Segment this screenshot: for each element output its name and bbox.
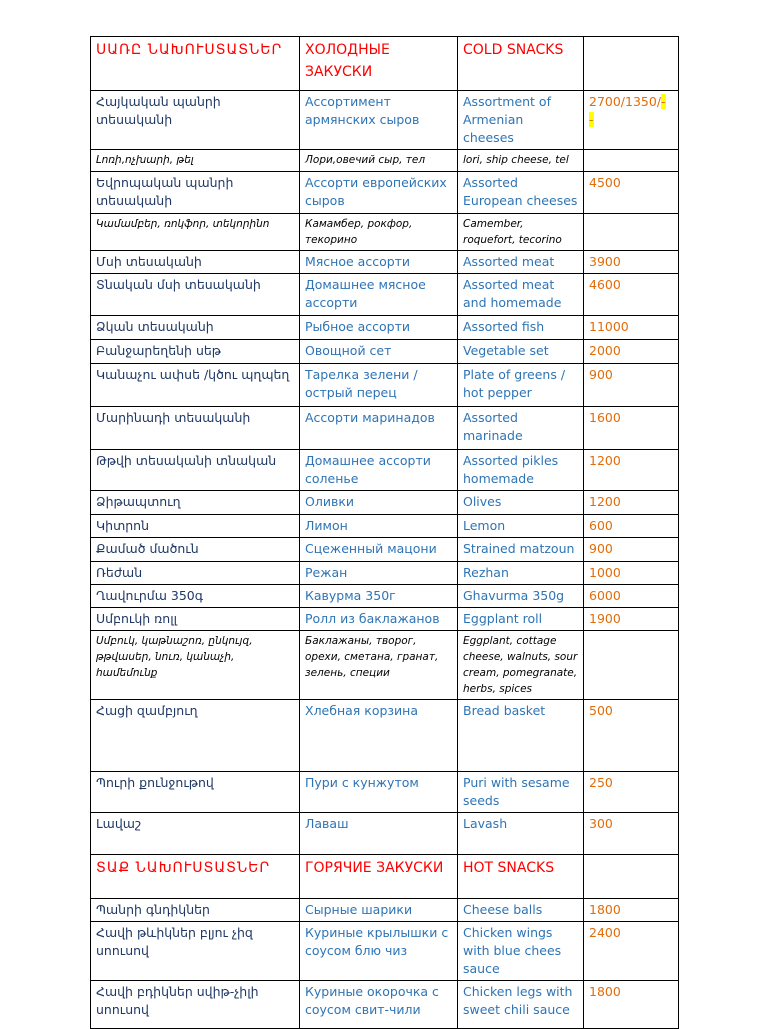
item-name-russian-text: Сырные шарики [305,902,413,917]
menu-item-row [91,364,679,407]
item-name-russian [300,562,458,585]
menu-item-row [91,340,679,364]
item-name-russian-text: Баклажаны, творог, орехи, сметана, гранат, зелень, специи [305,635,439,679]
item-description-russian [300,214,458,251]
item-price [584,491,679,515]
item-description-english [458,214,584,251]
menu-item-row [91,922,679,981]
item-name-armenian-text: Տնական մսի տեսականի [96,277,261,292]
item-price [584,450,679,491]
menu-item-row [91,251,679,274]
item-name-english-text: Vegetable set [463,343,549,358]
item-description-armenian [91,631,300,700]
item-name-english-text: Assorted meat and homemade [463,277,562,310]
item-description-english [458,631,584,700]
item-price [584,316,679,340]
item-name-russian-text: Режан [305,565,348,580]
item-name-armenian [91,562,300,585]
item-price [584,981,679,1029]
item-name-english-text: Puri with sesame seeds [463,775,570,808]
menu-item-row [91,538,679,562]
item-price [584,251,679,274]
item-name-english [458,172,584,214]
item-price-text: 1600 [589,410,621,425]
menu-item-row [91,899,679,922]
item-name-english [458,515,584,538]
item-price-text: 2700/1350/ [589,94,662,109]
item-price [584,150,679,172]
item-name-english [458,608,584,631]
item-name-english-text: Olives [463,494,502,509]
item-name-russian-text: Камамбер, рокфор, текорино [305,218,413,246]
item-name-armenian [91,316,300,340]
item-name-armenian [91,515,300,538]
item-name-russian-text: Ассорти маринадов [305,410,435,425]
item-price [584,631,679,700]
item-price [584,340,679,364]
menu-description-row [91,214,679,251]
item-name-armenian [91,585,300,608]
item-name-russian [300,700,458,772]
menu-item-row [91,450,679,491]
item-name-english [458,407,584,450]
section-title-ru: ХОЛОДНЫЕ ЗАКУСКИ [300,37,458,91]
item-name-armenian [91,772,300,813]
item-name-english-text: Rezhan [463,565,509,580]
item-name-russian [300,172,458,214]
section-title-price [584,855,679,899]
item-name-russian-text: Домашнее мясное ассорти [305,277,426,310]
item-name-english-text: Assorted pikles homemade [463,453,559,486]
item-name-russian-text: Куриные окорочка с соусом свит-чили [305,984,439,1017]
item-name-armenian-text: Թթվի տեսականի տնական [96,453,277,468]
menu-item-row [91,491,679,515]
item-price-text: 3900 [589,254,621,269]
item-price [584,515,679,538]
item-price [584,407,679,450]
item-price [584,813,679,855]
item-name-english [458,813,584,855]
item-name-armenian-text: Ձկան տեսականի [96,319,214,334]
item-name-english-text: Assorted marinade [463,410,523,443]
item-name-armenian-text: Պանրի գնդիկներ [96,902,210,917]
item-price-text: 11000 [589,319,629,334]
item-name-english-text: Chicken legs with sweet chili sauce [463,984,573,1017]
menu-item-row [91,585,679,608]
item-name-armenian [91,538,300,562]
item-price-text: 4600 [589,277,621,292]
item-name-armenian [91,364,300,407]
menu-item-row [91,515,679,538]
item-name-english-text: Assorted European cheeses [463,175,578,208]
item-price-text: 1800 [589,902,621,917]
item-name-english [458,251,584,274]
item-name-russian-text: Сцеженный мацони [305,541,437,556]
item-name-english [458,981,584,1029]
section-title-en: COLD SNACKS [458,37,584,91]
item-description-english [458,150,584,172]
item-price-text: 1900 [589,611,621,626]
item-name-english-text: Ghavurma 350g [463,588,565,603]
item-name-russian-text: Оливки [305,494,354,509]
item-description-armenian [91,214,300,251]
item-name-english [458,700,584,772]
item-name-armenian [91,91,300,150]
item-name-russian [300,515,458,538]
item-name-russian [300,899,458,922]
item-name-armenian [91,922,300,981]
item-name-armenian-text: Սմբուկի ռոլլ [96,611,177,626]
item-name-armenian-text: Սմբուկ, կաթնաշոռ, ընկույզ, թթվասեր, նուռ, կանաչի, համեմունք [96,635,253,679]
item-name-english-text: Eggplant, cottage cheese, walnuts, sour cream, pomegranate, herbs, spices [463,635,578,695]
item-price-text: 1200 [589,453,621,468]
item-name-russian-text: Тарелка зелени /острый перец [305,367,418,400]
item-name-english-text: Eggplant roll [463,611,543,626]
item-price-text: 6000 [589,588,621,603]
item-name-english-text: Assorted meat [463,254,555,269]
item-name-armenian [91,899,300,922]
item-name-armenian-text: Հայկական պանրի տեսականի [96,94,221,127]
item-price-text: 1000 [589,565,621,580]
item-price [584,172,679,214]
item-name-english-text: Bread basket [463,703,546,718]
menu-item-row [91,274,679,316]
item-name-russian [300,274,458,316]
item-price-text: 1200 [589,494,621,509]
section-title-en: HOT SNACKS [458,855,584,899]
menu-item-row [91,700,679,772]
menu-item-row [91,813,679,855]
section-title-ru: ГОРЯЧИЕ ЗАКУСКИ [300,855,458,899]
item-price [584,922,679,981]
item-name-english-text: Cheese balls [463,902,543,917]
item-price [584,274,679,316]
item-description-armenian [91,150,300,172]
item-name-russian [300,491,458,515]
item-name-russian [300,585,458,608]
item-name-russian [300,450,458,491]
item-name-english-text: Assorted fish [463,319,545,334]
item-name-english [458,450,584,491]
menu-item-row [91,981,679,1029]
item-name-russian [300,813,458,855]
menu-table-body [91,37,679,1029]
item-name-armenian [91,608,300,631]
item-price-text: 900 [589,541,613,556]
item-price [584,214,679,251]
item-price [584,364,679,407]
item-name-russian-text: Ассорти европейских сыров [305,175,447,208]
item-name-armenian [91,700,300,772]
item-price [584,700,679,772]
item-name-russian-text: Мясное ассорти [305,254,411,269]
item-name-english [458,491,584,515]
menu-item-row [91,608,679,631]
item-price [584,562,679,585]
item-name-russian-text: Рыбное ассорти [305,319,410,334]
item-name-english-text: Lavash [463,816,508,831]
item-name-armenian-text: Հավի թևիկներ բլյու չիզ սոուսով [96,925,253,958]
item-price [584,585,679,608]
item-name-armenian-text: Լոռի,ոչխարի, թել [96,154,194,166]
item-name-armenian [91,981,300,1029]
item-name-armenian-text: Ձիթապտուղ [96,494,181,509]
menu-item-row [91,407,679,450]
section-header-row [91,855,679,899]
item-name-russian [300,922,458,981]
item-price-text: 600 [589,518,613,533]
item-name-english [458,899,584,922]
item-price [584,91,679,150]
item-price [584,538,679,562]
item-name-armenian-text: Բանջարեղենի սեթ [96,343,222,358]
item-name-russian-text: Лаваш [305,816,349,831]
section-header-row [91,37,679,91]
item-name-english [458,340,584,364]
item-name-russian-text: Куриные крылышки с соусом блю чиз [305,925,449,958]
item-name-russian [300,538,458,562]
item-price [584,899,679,922]
menu-item-row [91,91,679,150]
item-name-armenian-text: Հավի բդիկներ սվիթ-չիլի սոուսով [96,984,259,1017]
item-price-text: 900 [589,367,613,382]
item-name-english-text: Chicken wings with blue chees sauce [463,925,562,976]
item-name-armenian-text: Կամամբեր, ռոկֆոր, տեկորինո [96,218,270,230]
item-name-armenian-text: Կիտրոն [96,518,150,533]
section-title-hy: ՍԱՌԸ ՆԱԽՈՒՍՏԱՏՆԵՐ [91,37,300,91]
item-name-armenian [91,172,300,214]
item-name-armenian [91,491,300,515]
item-name-armenian [91,274,300,316]
item-name-armenian-text: Ռեժան [96,565,143,580]
item-price-text: 250 [589,775,613,790]
menu-item-row [91,562,679,585]
item-name-english [458,91,584,150]
section-title-price [584,37,679,91]
menu-item-row [91,316,679,340]
item-name-english-text: Plate of greens / hot pepper [463,367,566,400]
item-name-russian [300,364,458,407]
item-name-armenian-text: Հացի զամբյուղ [96,703,198,718]
menu-table [90,36,679,1029]
item-name-russian [300,407,458,450]
section-title-hy: ՏԱՔ ՆԱԽՈՒՍՏԱՏՆԵՐ [91,855,300,899]
item-name-armenian [91,450,300,491]
item-name-english-text: Assortment of Armenian cheeses [463,94,551,145]
item-name-russian [300,91,458,150]
item-name-russian-text: Ролл из баклажанов [305,611,440,626]
item-name-english-text: Lemon [463,518,506,533]
item-name-english-text: Strained matzoun [463,541,575,556]
item-name-armenian-text: Պուրի քունջութով [96,775,214,790]
item-name-russian [300,316,458,340]
item-name-russian-text: Кавурма 350г [305,588,396,603]
item-name-russian-text: Ассортимент армянских сыров [305,94,420,127]
item-name-russian [300,608,458,631]
item-price [584,608,679,631]
item-name-armenian-text: Կանաչու ափսե /կծու պղպեղ [96,367,290,382]
item-name-armenian-text: Մսի տեսականի [96,254,202,269]
item-name-armenian [91,407,300,450]
item-name-russian-text: Лимон [305,518,348,533]
menu-item-row [91,772,679,813]
item-name-armenian [91,813,300,855]
item-name-armenian-text: Լավաշ [96,816,142,831]
item-name-english [458,274,584,316]
item-name-russian [300,772,458,813]
item-name-russian [300,981,458,1029]
price-highlight-mark: - - [589,94,666,127]
item-name-russian-text: Хлебная корзина [305,703,419,718]
item-name-armenian-text: Ղավուրմա 350գ [96,588,203,603]
item-name-english [458,585,584,608]
menu-description-row [91,150,679,172]
item-name-russian-text: Лори,овечий сыр, тел [305,154,426,166]
item-name-russian-text: Пури с кунжутом [305,775,419,790]
menu-description-row [91,631,679,700]
item-description-russian [300,631,458,700]
item-name-russian-text: Домашнее ассорти соленье [305,453,431,486]
item-name-english-text: Camember, roquefort, tecorino [463,218,562,246]
item-name-english-text: lori, ship cheese, tel [463,154,569,166]
item-name-armenian-text: Քամած մածուն [96,541,199,556]
item-price-text: 500 [589,703,613,718]
item-price-text: 2400 [589,925,621,940]
item-price-text: 2000 [589,343,621,358]
item-name-armenian-text: Եվրոպական պանրի տեսականի [96,175,234,208]
item-price [584,772,679,813]
item-name-english [458,364,584,407]
item-description-russian [300,150,458,172]
item-name-russian [300,340,458,364]
item-name-russian [300,251,458,274]
item-name-russian-text: Овощной сет [305,343,392,358]
item-name-english [458,538,584,562]
item-price-text: 1800 [589,984,621,999]
item-name-armenian [91,251,300,274]
item-name-english [458,316,584,340]
item-price-text: 4500 [589,175,621,190]
item-name-armenian [91,340,300,364]
item-name-armenian-text: Մարինադի տեսականի [96,410,251,425]
item-name-english [458,562,584,585]
item-name-english [458,772,584,813]
item-price-text: 300 [589,816,613,831]
item-name-english [458,922,584,981]
menu-item-row [91,172,679,214]
